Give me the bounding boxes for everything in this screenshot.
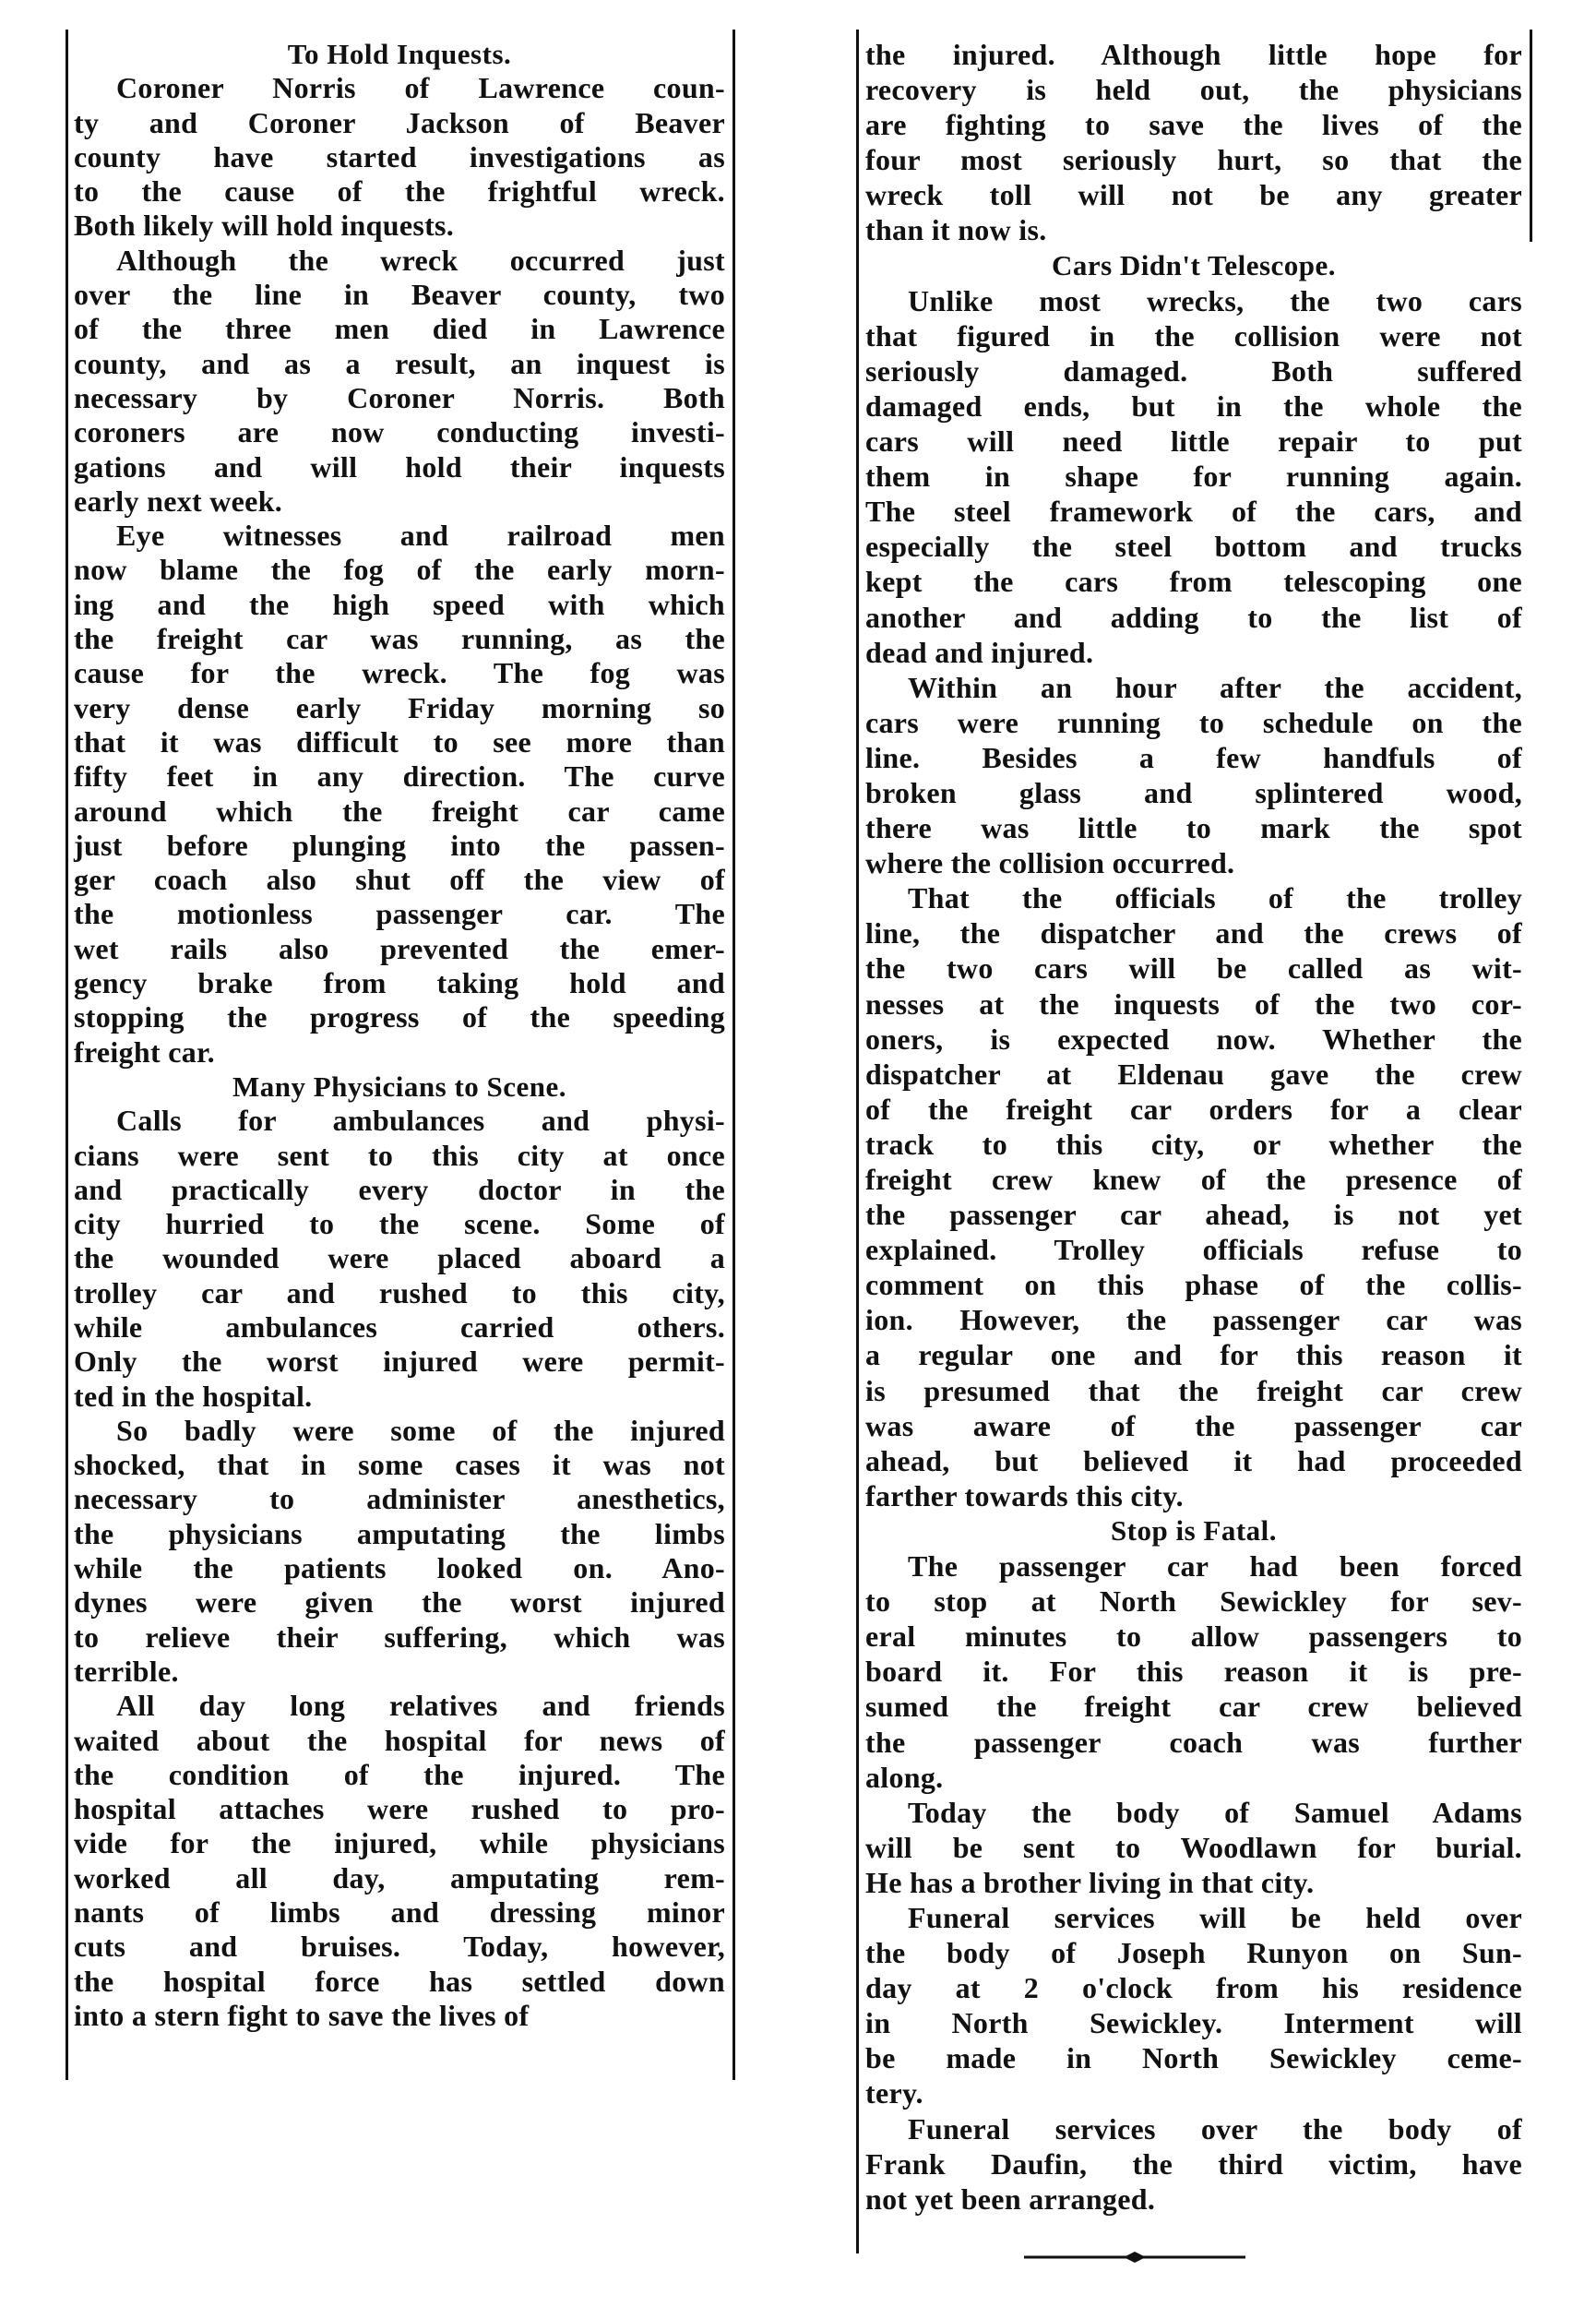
article-text-line: cars will need little repair to put <box>865 424 1522 459</box>
article-text-line: gations and will hold their inquests <box>74 449 725 484</box>
article-text-line: That the officials of the trolley <box>908 881 1522 915</box>
article-text-line: will be sent to Woodlawn for burial. <box>865 1830 1522 1864</box>
article-text-line: The steel framework of the cars, and <box>865 495 1522 529</box>
article-text-line: cars were running to schedule on the <box>865 705 1522 739</box>
article-text-line: now blame the fog of the early morn- <box>74 553 725 587</box>
article-text-line: while the patients looked on. Ano- <box>74 1551 725 1585</box>
article-text-line: nants of limbs and dressing minor <box>74 1895 725 1930</box>
article-text-line: Today the body of Samuel Adams <box>908 1795 1522 1829</box>
article-text-line: of the three men died in Lawrence <box>74 312 725 346</box>
article-text-line: tery. <box>865 2076 923 2110</box>
article-text-line: just before plunging into the passen- <box>74 828 725 862</box>
article-text-line: farther towards this city. <box>865 1478 1184 1512</box>
article-text-line: Eye witnesses and railroad men <box>116 519 725 553</box>
article-text-line: are fighting to save the lives of the <box>865 108 1522 142</box>
article-text-line: than it now is. <box>865 213 1047 247</box>
article-text-line: ted in the hospital. <box>74 1379 313 1413</box>
article-text-line: is presumed that the freight car crew <box>865 1373 1522 1407</box>
article-text-line: along. <box>865 1760 944 1794</box>
article-text-line: wet rails also prevented the emer- <box>74 931 725 965</box>
article-text-line: dispatcher at Eldenau gave the crew <box>865 1057 1522 1091</box>
article-text-line: Funeral services over the body of <box>908 2111 1522 2146</box>
article-text-line: He has a brother living in that city. <box>865 1865 1315 1899</box>
article-text-line: recovery is held out, the physicians <box>865 73 1522 107</box>
article-text-line: city hurried to the scene. Some of <box>74 1207 725 1241</box>
article-text-line: track to this city, or whether the <box>865 1127 1522 1161</box>
article-text-line: wreck toll will not be any greater <box>865 178 1522 212</box>
article-text-line: dead and injured. <box>865 635 1094 669</box>
article-text-line: waited about the hospital for news of <box>74 1723 725 1757</box>
article-text-line: the wounded were placed aboard a <box>74 1241 725 1275</box>
article-text-line: kept the cars from telescoping one <box>865 565 1522 599</box>
article-text-line: cuts and bruises. Today, however, <box>74 1930 725 1964</box>
article-text-line: comment on this phase of the collis- <box>865 1268 1522 1302</box>
article-text-line: around which the freight car came <box>74 794 725 828</box>
article-text-line: the condition of the injured. The <box>74 1757 725 1791</box>
article-text-line: seriously damaged. Both suffered <box>865 353 1522 388</box>
article-text-line: Frank Daufin, the third victim, have <box>865 2146 1522 2181</box>
article-text-line: there was little to mark the spot <box>865 811 1522 845</box>
article-text-line: ty and Coroner Jackson of Beaver <box>74 105 725 139</box>
article-text-line: nesses at the inquests of the two cor- <box>865 986 1522 1021</box>
article-text-line: the physicians amputating the limbs <box>74 1516 725 1550</box>
article-text-line: the hospital force has settled down <box>74 1964 725 1998</box>
section-heading: To Hold Inquests. <box>287 38 512 70</box>
article-text-line: Unlike most wrecks, the two cars <box>908 283 1522 317</box>
article-text-line: So badly were some of the injured <box>116 1413 725 1447</box>
article-text-line: Funeral services will be held over <box>908 1900 1522 1934</box>
article-text-line: coroners are now conducting investi- <box>74 415 725 449</box>
article-text-line: Within an hour after the accident, <box>908 670 1522 704</box>
section-heading: Many Physicians to Scene. <box>232 1070 567 1103</box>
section-heading: Stop is Fatal. <box>1110 1513 1278 1547</box>
article-text-line: over the line in Beaver county, two <box>74 278 725 312</box>
article-text-line: county have started investigations as <box>74 139 725 173</box>
article-text-line: early next week. <box>74 484 283 518</box>
article-text-line: while ambulances carried others. <box>74 1309 725 1344</box>
column-rule-left-inner <box>732 30 735 2080</box>
article-text-line: line, the dispatcher and the crews of <box>865 916 1522 950</box>
article-text-line: eral minutes to allow passengers to <box>865 1620 1522 1654</box>
article-column-left <box>74 37 725 2033</box>
article-text-line: ing and the high speed with which <box>74 587 725 621</box>
article-text-line: four most seriously hurt, so that the <box>865 143 1522 177</box>
article-text-line: to relieve their suffering, which was <box>74 1620 725 1654</box>
article-text-line: of the freight car orders for a clear <box>865 1092 1522 1126</box>
article-text-line: Coroner Norris of Lawrence coun- <box>116 71 725 105</box>
article-text-line: the passenger car ahead, is not yet <box>865 1198 1522 1232</box>
article-text-line: not yet been arranged. <box>865 2181 1156 2216</box>
end-of-article-dash-ornament <box>1024 2252 1245 2263</box>
article-text-line: cause for the wreck. The fog was <box>74 656 725 690</box>
article-text-line: in North Sewickley. Interment will <box>865 2006 1522 2040</box>
article-text-line: sumed the freight car crew believed <box>865 1690 1522 1724</box>
article-text-line: to the cause of the frightful wreck. <box>74 174 725 209</box>
article-text-line: trolley car and rushed to this city, <box>74 1275 725 1309</box>
article-text-line: shocked, that in some cases it was not <box>74 1448 725 1482</box>
article-text-line: be made in North Sewickley ceme- <box>865 2041 1522 2075</box>
article-text-line: Calls for ambulances and physi- <box>116 1104 725 1138</box>
article-text-line: vide for the injured, while physicians <box>74 1826 725 1860</box>
article-text-line: the motionless passenger car. The <box>74 897 725 931</box>
article-text-line: where the collision occurred. <box>865 846 1235 880</box>
article-text-line: another and adding to the list of <box>865 600 1522 634</box>
article-text-line: All day long relatives and friends <box>116 1689 725 1723</box>
article-text-line: The passenger car had been forced <box>908 1549 1522 1584</box>
article-text-line: Although the wreck occurred just <box>116 243 725 277</box>
article-text-line: damaged ends, but in the whole the <box>865 388 1522 423</box>
column-rule-right-inner <box>856 30 859 2253</box>
article-text-line: the two cars will be called as wit- <box>865 951 1522 986</box>
article-text-line: day at 2 o'clock from his residence <box>865 1971 1522 2005</box>
article-text-line: line. Besides a few handfuls of <box>865 740 1522 774</box>
article-text-line: gency brake from taking hold and <box>74 966 725 1000</box>
article-text-line: the freight car was running, as the <box>74 622 725 656</box>
article-text-line: hospital attaches were rushed to pro- <box>74 1792 725 1826</box>
article-text-line: worked all day, amputating rem- <box>74 1860 725 1895</box>
article-column-right <box>865 37 1522 2217</box>
article-text-line: ger coach also shut off the view of <box>74 863 725 897</box>
article-text-line: broken glass and splintered wood, <box>865 775 1522 809</box>
article-text-line: board it. For this reason it is pre- <box>865 1655 1522 1689</box>
article-text-line: necessary by Coroner Norris. Both <box>74 380 725 414</box>
article-text-line: Only the worst injured were permit- <box>74 1345 725 1379</box>
section-heading: Cars Didn't Telescope. <box>1051 248 1337 281</box>
article-text-line: to stop at North Sewickley for sev- <box>865 1584 1522 1619</box>
article-text-line: the passenger coach was further <box>865 1725 1522 1759</box>
article-text-line: that figured in the collision were not <box>865 318 1522 353</box>
article-text-line: ion. However, the passenger car was <box>865 1303 1522 1337</box>
article-text-line: cians were sent to this city at once <box>74 1138 725 1172</box>
article-text-line: oners, is expected now. Whether the <box>865 1022 1522 1056</box>
article-text-line: into a stern fight to save the lives of <box>74 1998 530 2032</box>
article-text-line: stopping the progress of the speeding <box>74 1000 725 1034</box>
article-text-line: freight car. <box>74 1034 215 1069</box>
article-text-line: was aware of the passenger car <box>865 1408 1522 1442</box>
article-text-line: very dense early Friday morning so <box>74 690 725 724</box>
article-text-line: them in shape for running again. <box>865 460 1522 494</box>
column-rule-left-outer <box>66 30 68 2080</box>
article-text-line: explained. Trolley officials refuse to <box>865 1233 1522 1267</box>
article-text-line: ahead, but believed it had proceeded <box>865 1443 1522 1477</box>
column-rule-right-outer <box>1530 30 1532 242</box>
article-text-line: dynes were given the worst injured <box>74 1585 725 1620</box>
article-text-line: fifty feet in any direction. The curve <box>74 759 725 794</box>
article-text-line: a regular one and for this reason it <box>865 1338 1522 1372</box>
article-text-line: terrible. <box>74 1654 179 1688</box>
article-text-line: necessary to administer anesthetics, <box>74 1482 725 1516</box>
article-text-line: that it was difficult to see more than <box>74 724 725 759</box>
article-text-line: Both likely will hold inquests. <box>74 209 455 243</box>
article-text-line: the injured. Although little hope for <box>865 38 1522 71</box>
article-text-line: county, and as a result, an inquest is <box>74 346 725 380</box>
article-text-line: the body of Joseph Runyon on Sun- <box>865 1936 1522 1970</box>
article-text-line: freight crew knew of the presence of <box>865 1163 1522 1196</box>
article-text-line: and practically every doctor in the <box>74 1172 725 1206</box>
article-text-line: especially the steel bottom and trucks <box>865 530 1522 564</box>
